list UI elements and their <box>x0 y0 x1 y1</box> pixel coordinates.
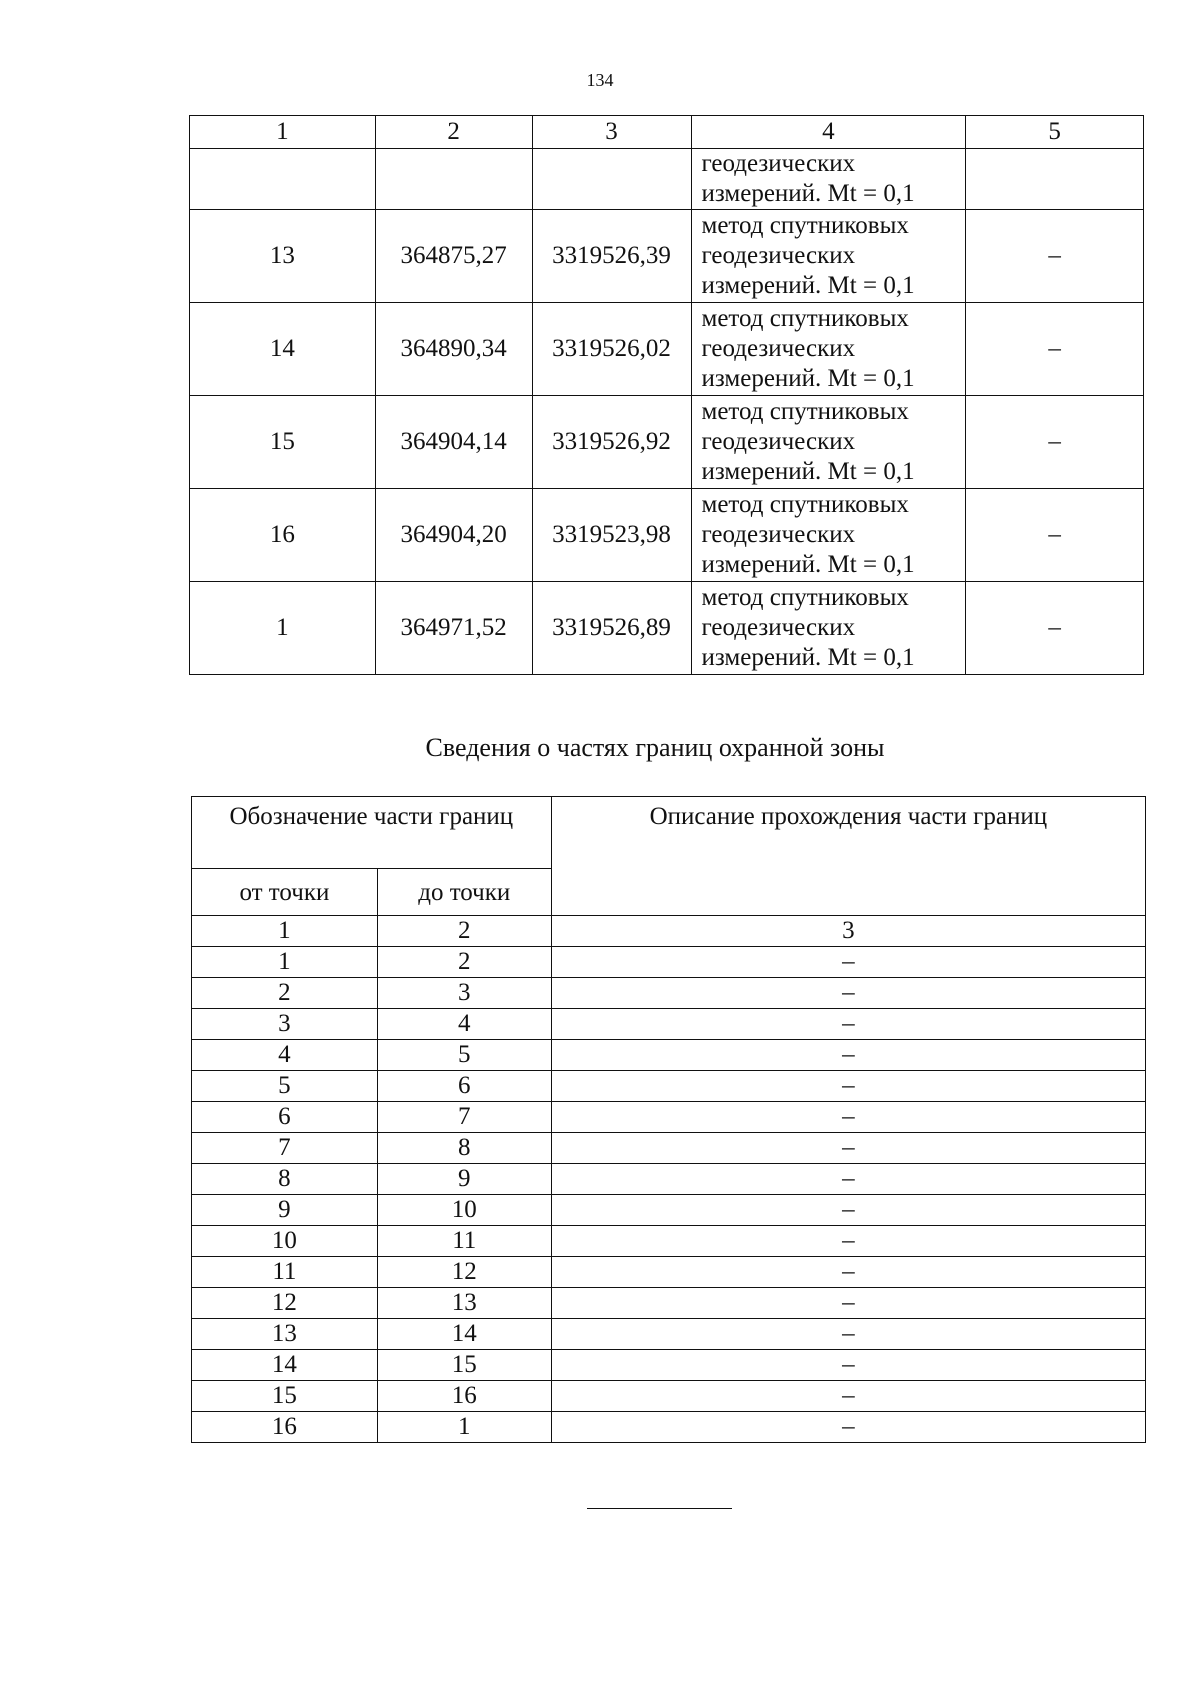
coordinates-body <box>190 210 1144 675</box>
y-coordinate: 3319526,02 <box>532 303 691 396</box>
coordinate-row <box>190 210 1144 303</box>
to-point: 12 <box>377 1257 551 1288</box>
empty-cell <box>966 149 1144 210</box>
table-row <box>192 978 1146 1009</box>
to-point: 5 <box>377 1040 551 1071</box>
col-header-1: 1 <box>190 116 376 149</box>
to-point: 8 <box>377 1133 551 1164</box>
to-point: 7 <box>377 1102 551 1133</box>
part-description: – <box>551 1350 1145 1381</box>
to-point: 16 <box>377 1381 551 1412</box>
from-point: 8 <box>192 1164 378 1195</box>
method-cell <box>691 396 966 489</box>
table-row <box>192 947 1146 978</box>
numbering-cell-3: 3 <box>551 916 1145 947</box>
parts-body <box>192 947 1146 1443</box>
part-description: – <box>551 1040 1145 1071</box>
end-rule <box>587 1508 732 1509</box>
empty-cell <box>375 149 532 210</box>
table-row <box>192 1195 1146 1226</box>
point-number: 15 <box>190 396 376 489</box>
method-line: метод спутниковых <box>701 305 909 332</box>
method-line: метод спутниковых <box>701 212 909 239</box>
table-row <box>192 1288 1146 1319</box>
method-line: геодезических <box>701 521 856 548</box>
section-title: Сведения о частях границ охранной зоны <box>425 733 885 762</box>
x-coordinate: 364904,20 <box>375 489 532 582</box>
coordinates-header-row <box>190 116 1144 149</box>
from-point: 3 <box>192 1009 378 1040</box>
y-coordinate: 3319526,92 <box>532 396 691 489</box>
table-row <box>192 1350 1146 1381</box>
to-point: 6 <box>377 1071 551 1102</box>
empty-cell <box>190 149 376 210</box>
page-number: 134 <box>586 70 614 90</box>
method-line: измерений. Mt = 0,1 <box>701 458 915 485</box>
note-cell: – <box>966 489 1144 582</box>
to-point: 10 <box>377 1195 551 1226</box>
method-line: геодезических <box>701 428 856 455</box>
part-description: – <box>551 978 1145 1009</box>
point-number: 1 <box>190 582 376 675</box>
coordinates-table <box>189 115 1144 675</box>
empty-cell <box>532 149 691 210</box>
from-point: 7 <box>192 1133 378 1164</box>
method-line: измерений. Mt = 0,1 <box>701 272 915 299</box>
part-description: – <box>551 1381 1145 1412</box>
from-point: 6 <box>192 1102 378 1133</box>
col-header-2: 2 <box>375 116 532 149</box>
x-coordinate: 364890,34 <box>375 303 532 396</box>
method-cell <box>691 303 966 396</box>
part-description: – <box>551 1412 1145 1443</box>
x-coordinate: 364971,52 <box>375 582 532 675</box>
part-description: – <box>551 1319 1145 1350</box>
numbering-row <box>192 916 1146 947</box>
continuation-row <box>190 149 1144 210</box>
to-point: 1 <box>377 1412 551 1443</box>
method-line: измерений. Mt = 0,1 <box>701 365 915 392</box>
method-cell <box>691 489 966 582</box>
to-point: 4 <box>377 1009 551 1040</box>
to-point: 2 <box>377 947 551 978</box>
to-point: 9 <box>377 1164 551 1195</box>
from-point: 9 <box>192 1195 378 1226</box>
coordinate-row <box>190 303 1144 396</box>
from-point: 5 <box>192 1071 378 1102</box>
part-description: – <box>551 1133 1145 1164</box>
part-description: – <box>551 1288 1145 1319</box>
y-coordinate: 3319526,39 <box>532 210 691 303</box>
parts-header-row <box>192 797 1146 869</box>
to-point: 14 <box>377 1319 551 1350</box>
part-description: – <box>551 1257 1145 1288</box>
method-line: измерений. Mt = 0,1 <box>701 551 915 578</box>
part-description: – <box>551 947 1145 978</box>
table-row <box>192 1009 1146 1040</box>
part-description: – <box>551 1164 1145 1195</box>
coordinate-row <box>190 582 1144 675</box>
method-line: метод спутниковых <box>701 491 909 518</box>
boundary-parts-table <box>191 796 1146 1443</box>
method-cell <box>691 210 966 303</box>
col-header-5: 5 <box>966 116 1144 149</box>
col-header-3: 3 <box>532 116 691 149</box>
point-number: 16 <box>190 489 376 582</box>
from-point: 10 <box>192 1226 378 1257</box>
method-cell <box>691 149 966 210</box>
from-point: 2 <box>192 978 378 1009</box>
method-line: геодезических <box>701 150 856 177</box>
from-point: 4 <box>192 1040 378 1071</box>
table-row <box>192 1319 1146 1350</box>
numbering-cell-2: 2 <box>377 916 551 947</box>
part-description: – <box>551 1071 1145 1102</box>
from-point: 16 <box>192 1412 378 1443</box>
part-description: – <box>551 1102 1145 1133</box>
from-point: 13 <box>192 1319 378 1350</box>
note-cell: – <box>966 303 1144 396</box>
method-cell <box>691 582 966 675</box>
method-line: измерений. Mt = 0,1 <box>701 644 915 671</box>
note-cell: – <box>966 396 1144 489</box>
x-coordinate: 364904,14 <box>375 396 532 489</box>
part-description: – <box>551 1226 1145 1257</box>
point-number: 14 <box>190 303 376 396</box>
from-point: 15 <box>192 1381 378 1412</box>
point-number: 13 <box>190 210 376 303</box>
from-point: 12 <box>192 1288 378 1319</box>
coordinate-row <box>190 396 1144 489</box>
y-coordinate: 3319523,98 <box>532 489 691 582</box>
table-row <box>192 1102 1146 1133</box>
y-coordinate: 3319526,89 <box>532 582 691 675</box>
method-line: геодезических <box>701 242 856 269</box>
table-row <box>192 1071 1146 1102</box>
method-line: измерений. Mt = 0,1 <box>701 180 915 207</box>
method-line: геодезических <box>701 335 856 362</box>
table-row <box>192 1226 1146 1257</box>
table-row <box>192 1412 1146 1443</box>
numbering-cell-1: 1 <box>192 916 378 947</box>
description-header: Описание прохождения части границ <box>551 797 1145 916</box>
part-description: – <box>551 1195 1145 1226</box>
to-point: 3 <box>377 978 551 1009</box>
to-point: 13 <box>377 1288 551 1319</box>
coordinate-row <box>190 489 1144 582</box>
table-row <box>192 1164 1146 1195</box>
table-row <box>192 1040 1146 1071</box>
table-row <box>192 1133 1146 1164</box>
x-coordinate: 364875,27 <box>375 210 532 303</box>
to-point: 15 <box>377 1350 551 1381</box>
part-description: – <box>551 1009 1145 1040</box>
note-cell: – <box>966 210 1144 303</box>
from-point: 1 <box>192 947 378 978</box>
method-line: геодезических <box>701 614 856 641</box>
table-row <box>192 1257 1146 1288</box>
method-line: метод спутниковых <box>701 584 909 611</box>
note-cell: – <box>966 582 1144 675</box>
designation-header: Обозначение части границ <box>192 797 552 869</box>
table-row <box>192 1381 1146 1412</box>
from-point: 14 <box>192 1350 378 1381</box>
method-line: метод спутниковых <box>701 398 909 425</box>
from-point-header: от точки <box>192 869 378 916</box>
to-point: 11 <box>377 1226 551 1257</box>
from-point: 11 <box>192 1257 378 1288</box>
col-header-4: 4 <box>691 116 966 149</box>
to-point-header: до точки <box>377 869 551 916</box>
